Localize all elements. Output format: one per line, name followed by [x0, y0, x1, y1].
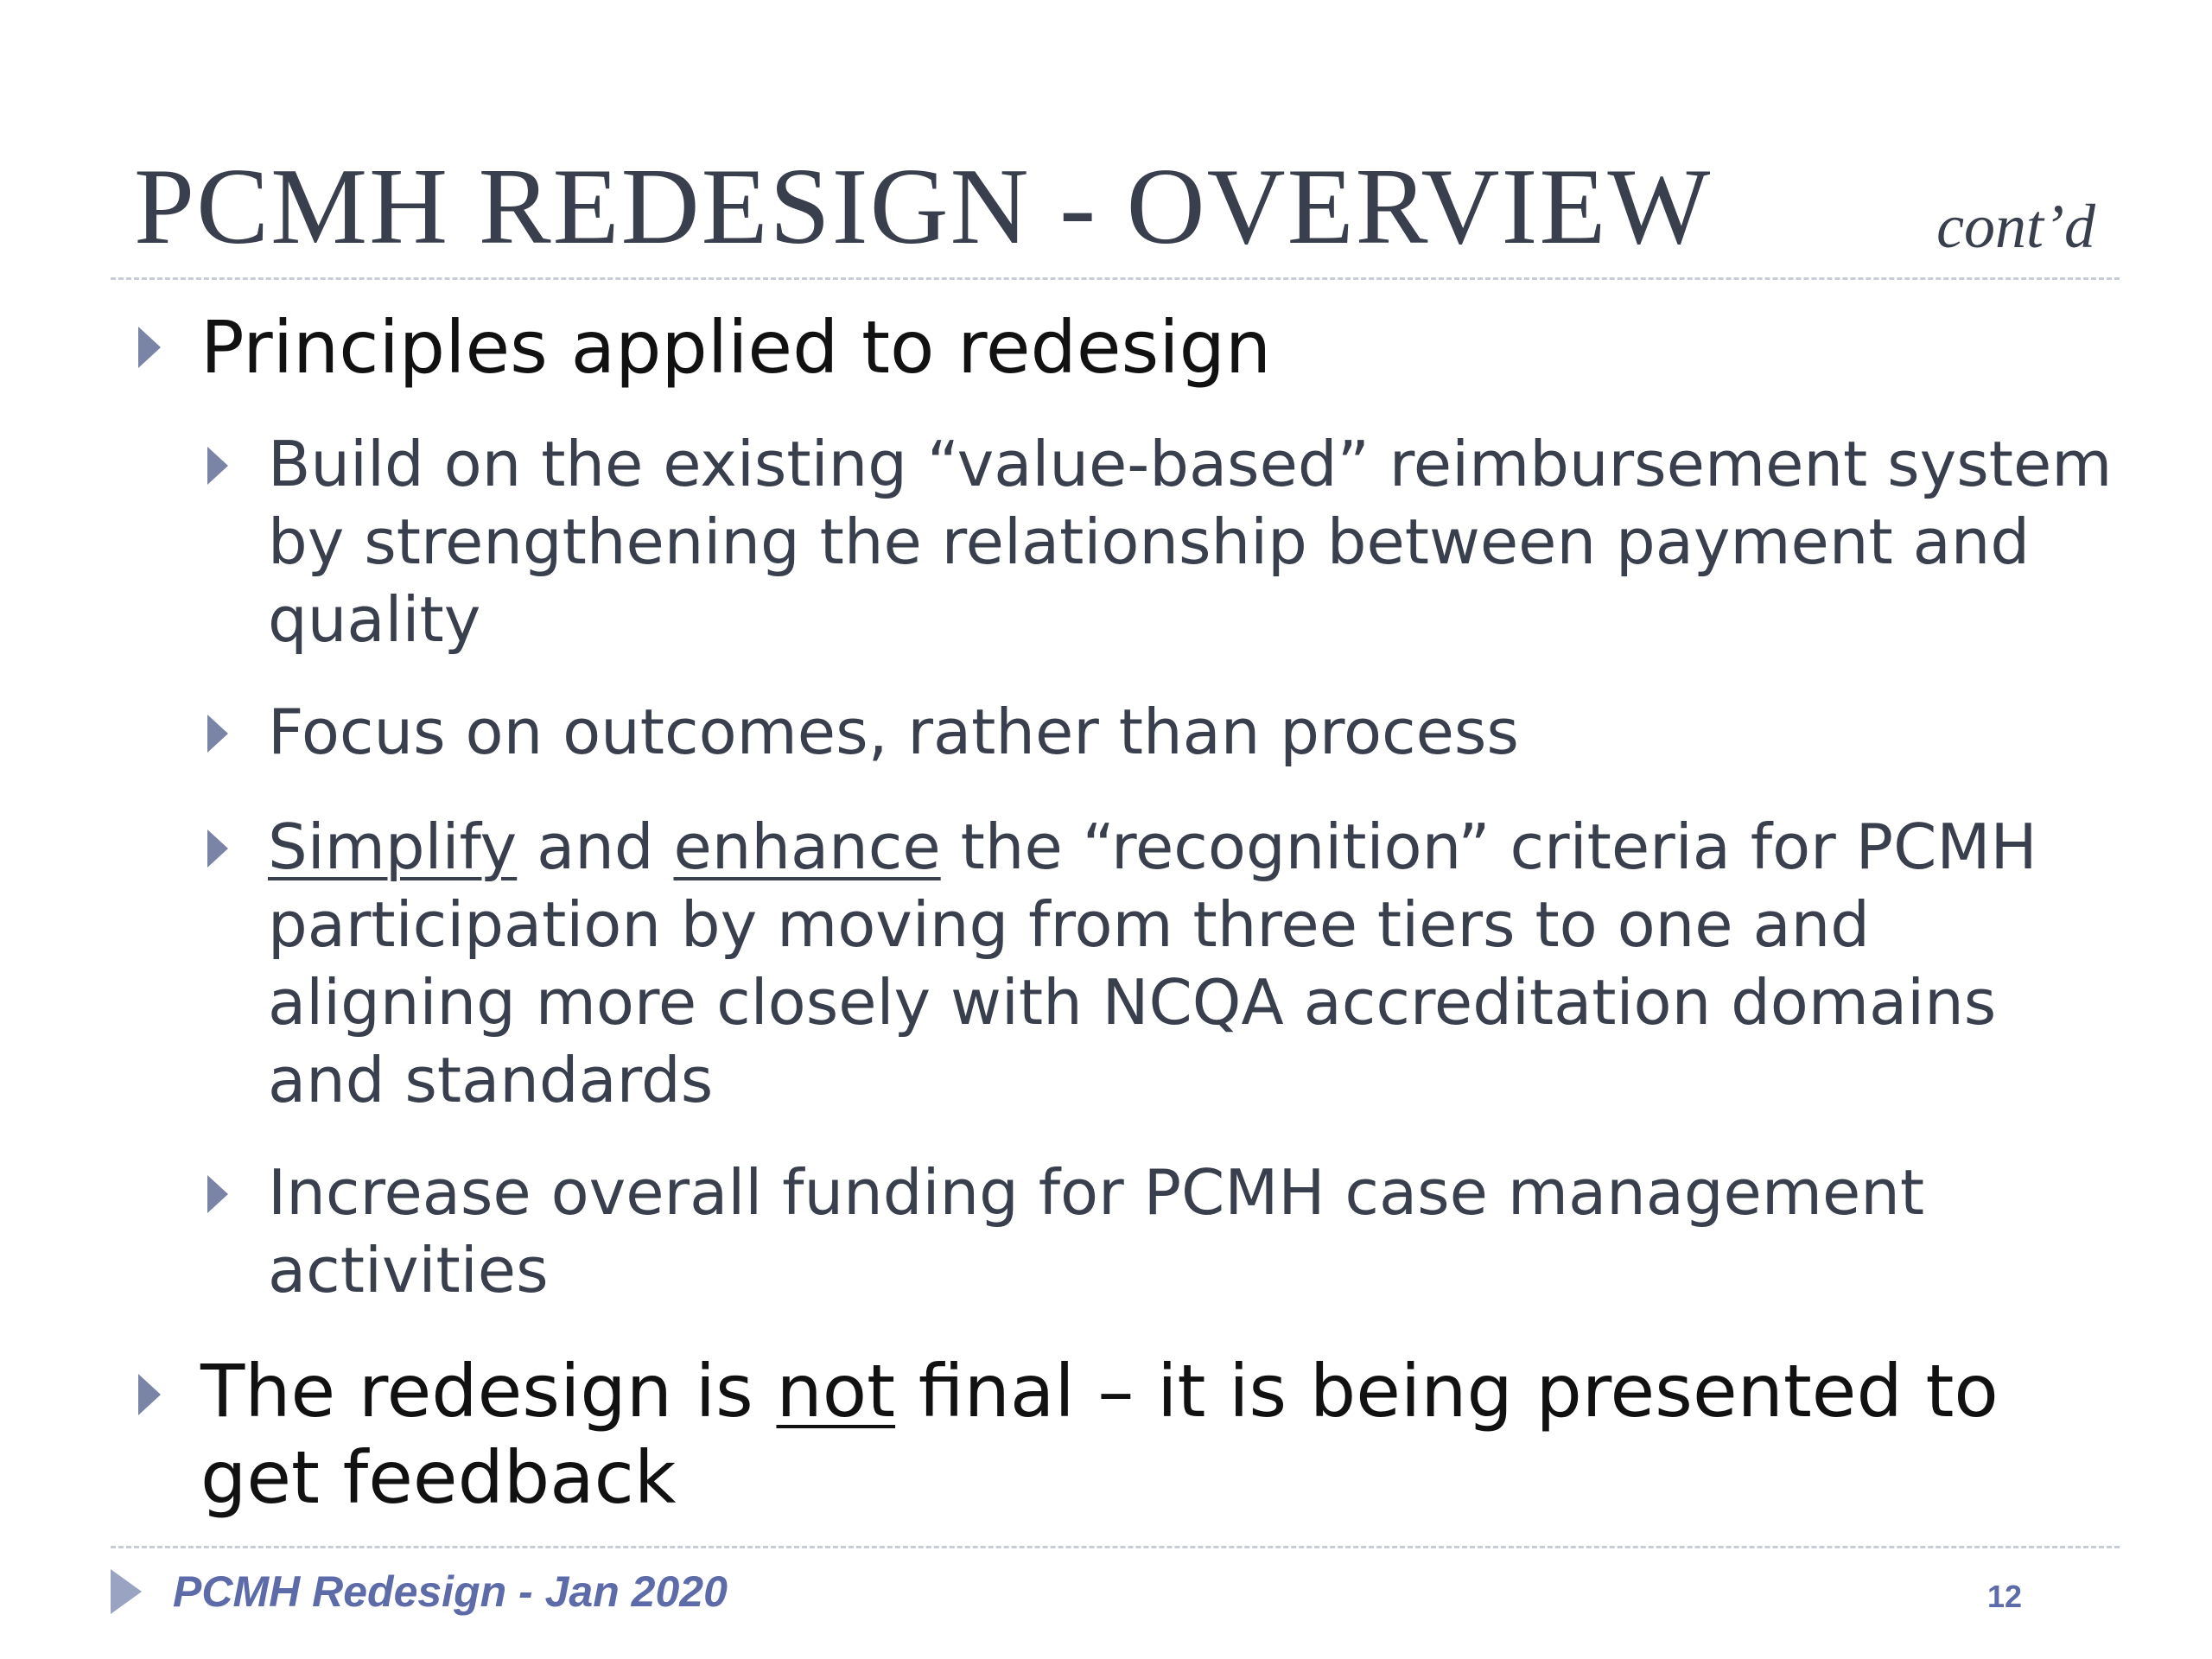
title-text: PCMH REDESIGN - OVERVIEW — [134, 147, 1713, 267]
underlined-simplify: Simplify — [268, 810, 518, 883]
text-segment: The redesign is — [200, 1349, 777, 1433]
text-segment: and — [517, 810, 674, 883]
sub-bullet-simplify — [268, 808, 2126, 1119]
sub-bullet-arrow-icon — [207, 715, 228, 753]
underlined-not: not — [776, 1349, 896, 1433]
slide-title — [134, 138, 2095, 276]
sub-bullet-arrow-icon — [207, 1175, 228, 1213]
text-segment: final – it is being presented to get feedback — [200, 1349, 1999, 1520]
sub-bullet-arrow-icon — [207, 447, 228, 485]
text-segment: the “recognition” criteria for PCMH participation by moving from three tiers to one and aligning more closely with NCQA accreditation domains and standards — [268, 810, 2037, 1116]
bullet-principles: Principles applied to redesign — [200, 305, 1272, 390]
bullet-arrow-icon — [138, 327, 161, 368]
bullet-arrow-icon — [138, 1374, 161, 1415]
sub-bullet-outcomes: Focus on outcomes, rather than process — [268, 696, 1519, 768]
sub-bullet-funding: Increase overall funding for PCMH case management activities — [268, 1156, 1925, 1306]
title-suffix: cont’d — [1936, 192, 2095, 261]
footer-divider — [111, 1546, 2120, 1548]
bullet-not-final — [200, 1348, 2101, 1521]
page-number: 12 — [1987, 1579, 2023, 1614]
footer-text: PCMH Redesign - Jan 2020 — [173, 1567, 728, 1616]
footer-arrow-icon — [111, 1569, 142, 1614]
sub-bullet-arrow-icon — [207, 830, 228, 868]
sub-bullet-value-based: Build on the existing “value-based” reimbursement system by strengthening the relationship between payment and quality — [268, 428, 2113, 656]
title-divider — [111, 277, 2120, 280]
underlined-enhance: enhance — [673, 810, 941, 883]
